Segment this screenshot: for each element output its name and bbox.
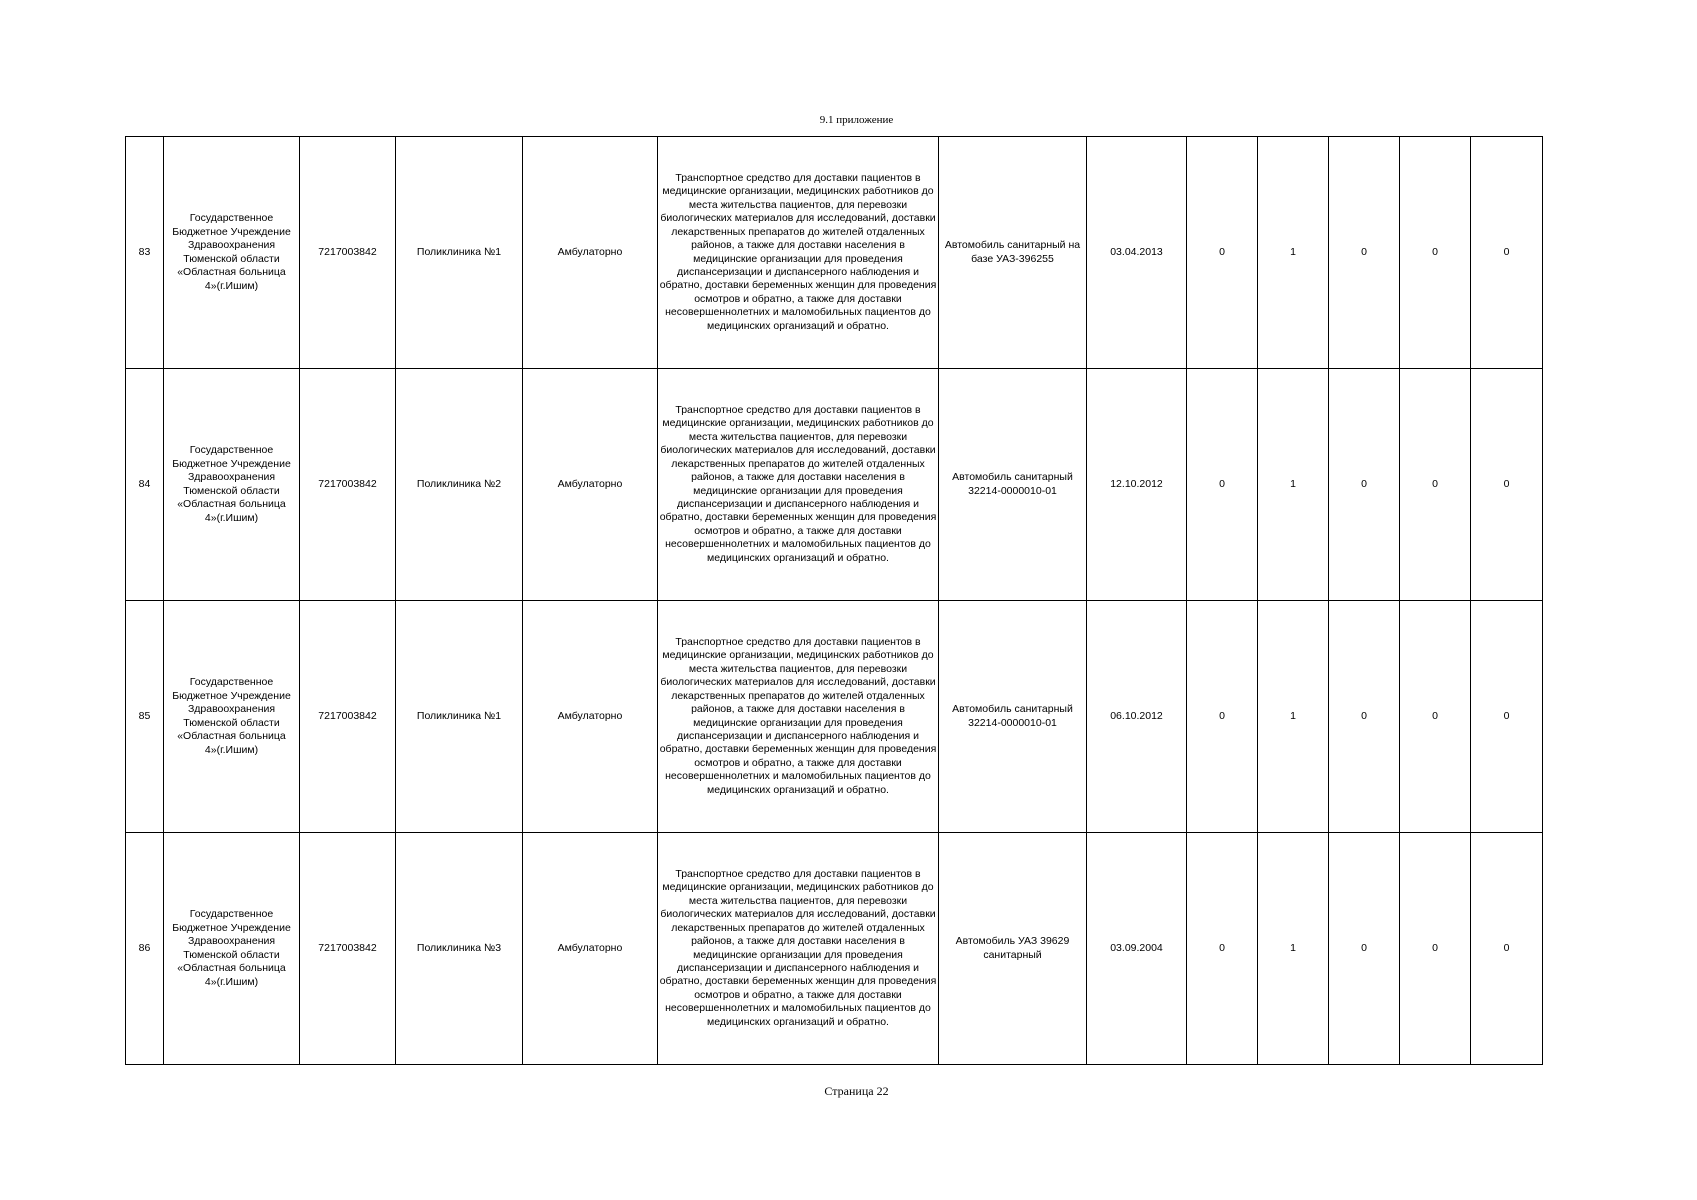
cell-count-3: 0 xyxy=(1329,137,1400,369)
cell-department: Поликлиника №1 xyxy=(396,601,523,833)
cell-purpose: Транспортное средство для доставки пациентов в медицинские организации, медицинских работников до места жительства пациентов, для перевозки биологических материалов для исследований, доставки лекарственных препаратов до жителей отдаленных районов, а также для доставки населения в медицинские организации для проведения диспансеризации и диспансерного наблюдения и обратно, доставки беременных женщин для проведения осмотров и обратно, а также для доставки несовершеннолетних и маломобильных пациентов до медицинских организаций и обратно. xyxy=(658,137,939,369)
cell-purpose: Транспортное средство для доставки пациентов в медицинские организации, медицинских работников до места жительства пациентов, для перевозки биологических материалов для исследований, доставки лекарственных препаратов до жителей отдаленных районов, а также для доставки населения в медицинские организации для проведения диспансеризации и диспансерного наблюдения и обратно, доставки беременных женщин для проведения осмотров и обратно, а также для доставки несовершеннолетних и маломобильных пациентов до медицинских организаций и обратно. xyxy=(658,833,939,1065)
cell-department: Поликлиника №2 xyxy=(396,369,523,601)
cell-inn: 7217003842 xyxy=(300,833,396,1065)
cell-row-number: 83 xyxy=(126,137,164,369)
cell-count-2: 1 xyxy=(1258,137,1329,369)
table-row xyxy=(126,369,1543,601)
cell-count-2: 1 xyxy=(1258,369,1329,601)
cell-count-2: 1 xyxy=(1258,833,1329,1065)
cell-inn: 7217003842 xyxy=(300,601,396,833)
page-footer-number: Страница 22 xyxy=(824,1084,889,1098)
page-header-title: 9.1 приложение xyxy=(819,114,894,126)
cell-count-5: 0 xyxy=(1471,601,1543,833)
cell-row-number: 84 xyxy=(126,369,164,601)
cell-department: Поликлиника №3 xyxy=(396,833,523,1065)
cell-date: 03.09.2004 xyxy=(1087,833,1187,1065)
cell-count-3: 0 xyxy=(1329,369,1400,601)
cell-department: Поликлиника №1 xyxy=(396,137,523,369)
cell-count-1: 0 xyxy=(1187,601,1258,833)
cell-vehicle: Автомобиль санитарный на базе УАЗ-396255 xyxy=(939,137,1087,369)
cell-count-3: 0 xyxy=(1329,833,1400,1065)
cell-vehicle: Автомобиль санитарный 32214-0000010-01 xyxy=(939,369,1087,601)
cell-count-4: 0 xyxy=(1400,137,1471,369)
cell-row-number: 86 xyxy=(126,833,164,1065)
cell-organization: Государственное Бюджетное Учреждение Здравоохранения Тюменской области «Областная больница 4»(г.Ишим) xyxy=(164,137,300,369)
table-row xyxy=(126,601,1543,833)
cell-date: 03.04.2013 xyxy=(1087,137,1187,369)
cell-care-type: Амбулаторно xyxy=(523,601,658,833)
cell-inn: 7217003842 xyxy=(300,137,396,369)
cell-row-number: 85 xyxy=(126,601,164,833)
cell-count-4: 0 xyxy=(1400,601,1471,833)
cell-vehicle: Автомобиль УАЗ 39629 санитарный xyxy=(939,833,1087,1065)
cell-count-2: 1 xyxy=(1258,601,1329,833)
vehicle-registry-table xyxy=(125,136,1543,1065)
cell-date: 06.10.2012 xyxy=(1087,601,1187,833)
cell-count-5: 0 xyxy=(1471,137,1543,369)
cell-vehicle: Автомобиль санитарный 32214-0000010-01 xyxy=(939,601,1087,833)
cell-care-type: Амбулаторно xyxy=(523,137,658,369)
table-row xyxy=(126,833,1543,1065)
cell-purpose: Транспортное средство для доставки пациентов в медицинские организации, медицинских работников до места жительства пациентов, для перевозки биологических материалов для исследований, доставки лекарственных препаратов до жителей отдаленных районов, а также для доставки населения в медицинские организации для проведения диспансеризации и диспансерного наблюдения и обратно, доставки беременных женщин для проведения осмотров и обратно, а также для доставки несовершеннолетних и маломобильных пациентов до медицинских организаций и обратно. xyxy=(658,601,939,833)
cell-purpose: Транспортное средство для доставки пациентов в медицинские организации, медицинских работников до места жительства пациентов, для перевозки биологических материалов для исследований, доставки лекарственных препаратов до жителей отдаленных районов, а также для доставки населения в медицинские организации для проведения диспансеризации и диспансерного наблюдения и обратно, доставки беременных женщин для проведения осмотров и обратно, а также для доставки несовершеннолетних и маломобильных пациентов до медицинских организаций и обратно. xyxy=(658,369,939,601)
cell-count-3: 0 xyxy=(1329,601,1400,833)
cell-count-5: 0 xyxy=(1471,833,1543,1065)
cell-care-type: Амбулаторно xyxy=(523,833,658,1065)
cell-inn: 7217003842 xyxy=(300,369,396,601)
cell-count-1: 0 xyxy=(1187,369,1258,601)
cell-organization: Государственное Бюджетное Учреждение Здравоохранения Тюменской области «Областная больница 4»(г.Ишим) xyxy=(164,601,300,833)
cell-count-1: 0 xyxy=(1187,833,1258,1065)
cell-count-4: 0 xyxy=(1400,369,1471,601)
cell-organization: Государственное Бюджетное Учреждение Здравоохранения Тюменской области «Областная больница 4»(г.Ишим) xyxy=(164,369,300,601)
cell-count-4: 0 xyxy=(1400,833,1471,1065)
cell-care-type: Амбулаторно xyxy=(523,369,658,601)
table-row xyxy=(126,137,1543,369)
cell-date: 12.10.2012 xyxy=(1087,369,1187,601)
cell-count-5: 0 xyxy=(1471,369,1543,601)
cell-organization: Государственное Бюджетное Учреждение Здравоохранения Тюменской области «Областная больница 4»(г.Ишим) xyxy=(164,833,300,1065)
cell-count-1: 0 xyxy=(1187,137,1258,369)
